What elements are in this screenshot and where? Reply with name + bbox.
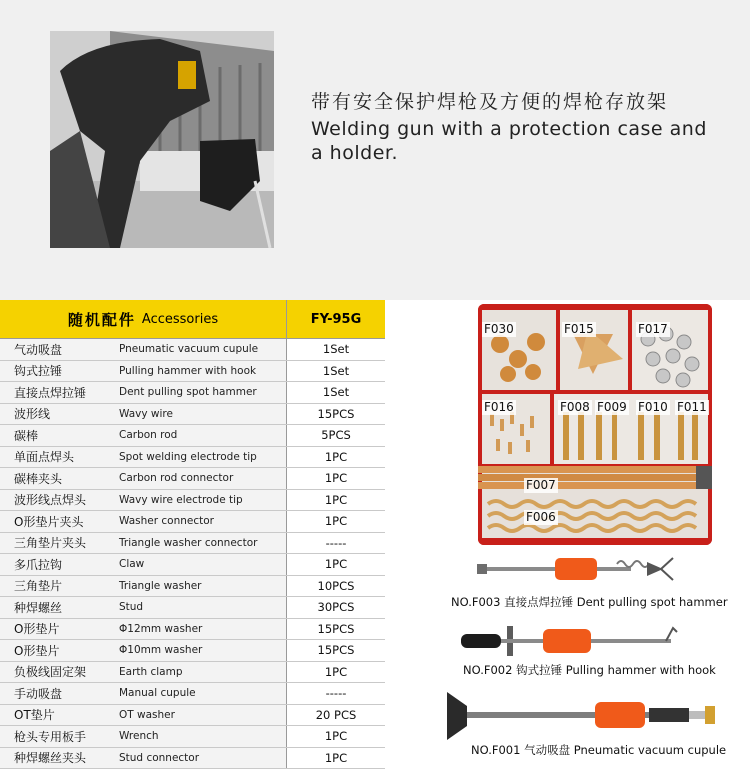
name-cn: 种焊螺丝夹头 [0, 748, 112, 769]
name-cn: 碳棒夹头 [0, 468, 112, 489]
table-body [0, 339, 385, 769]
name-cn: 种焊螺丝 [0, 597, 112, 618]
pneumatic-vacuum-cupule-image [443, 686, 723, 746]
quantity: 1PC [287, 490, 385, 511]
table-row [0, 361, 385, 383]
name-en: Wavy wire [112, 404, 287, 425]
table-row [0, 576, 385, 598]
table-header [0, 300, 385, 339]
quantity: ----- [287, 533, 385, 554]
name-cn: 三角垫片夹头 [0, 533, 112, 554]
quantity: 1PC [287, 447, 385, 468]
name-en: Manual cupule [112, 683, 287, 704]
name-en: Earth clamp [112, 662, 287, 683]
name-en: Triangle washer connector [112, 533, 287, 554]
name-en: Carbon rod [112, 425, 287, 446]
name-cn: OT垫片 [0, 705, 112, 726]
name-cn: 负极线固定架 [0, 662, 112, 683]
table-row [0, 597, 385, 619]
quantity: 5PCS [287, 425, 385, 446]
kit-label-f016: F016 [484, 400, 514, 414]
kit-label-f007: F007 [526, 478, 556, 492]
caption-f001: NO.F001 气动吸盘 Pneumatic vacuum cupule [471, 743, 727, 757]
table-row [0, 425, 385, 447]
table-row [0, 404, 385, 426]
quantity: 1PC [287, 511, 385, 532]
quantity: 30PCS [287, 597, 385, 618]
table-row [0, 662, 385, 684]
accessories-header [0, 300, 287, 339]
quantity: 1PC [287, 554, 385, 575]
name-cn: 气动吸盘 [0, 339, 112, 360]
name-cn: 手动吸盘 [0, 683, 112, 704]
quantity: 10PCS [287, 576, 385, 597]
table-row [0, 748, 385, 770]
name-cn: O形垫片 [0, 640, 112, 661]
accessory-images [385, 300, 750, 781]
name-en: Φ10mm washer [112, 640, 287, 661]
name-cn: 枪头专用板手 [0, 726, 112, 747]
name-cn: 波形线点焊头 [0, 490, 112, 511]
caption-chinese: 带有安全保护焊枪及方便的焊枪存放架 [311, 91, 669, 113]
dent-pulling-spot-hammer-image [477, 552, 687, 588]
caption-f002: NO.F002 钩式拉锤 Pulling hammer with hook [463, 663, 716, 677]
kit-label-f006: F006 [526, 510, 556, 524]
name-en: Dent pulling spot hammer [112, 382, 287, 403]
table-row [0, 554, 385, 576]
table-row [0, 382, 385, 404]
quantity: 1PC [287, 468, 385, 489]
name-en: Wrench [112, 726, 287, 747]
name-en: Stud [112, 597, 287, 618]
quantity: 15PCS [287, 404, 385, 425]
name-en: Φ12mm washer [112, 619, 287, 640]
accessories-table [0, 300, 385, 781]
name-en: Washer connector [112, 511, 287, 532]
quantity: 1Set [287, 339, 385, 360]
table-row [0, 447, 385, 469]
name-en: Wavy wire electrode tip [112, 490, 287, 511]
name-cn: 碳棒 [0, 425, 112, 446]
accessory-kit-box [478, 304, 712, 545]
table-row [0, 619, 385, 641]
name-en: Claw [112, 554, 287, 575]
name-en: Pneumatic vacuum cupule [112, 339, 287, 360]
name-cn: 波形线 [0, 404, 112, 425]
caption-english: Welding gun with a protection case and a holder. [311, 118, 707, 164]
table-row [0, 533, 385, 555]
quantity: 1PC [287, 662, 385, 683]
name-cn: O形垫片 [0, 619, 112, 640]
name-cn: 钩式拉锤 [0, 361, 112, 382]
kit-label-f010: F010 [638, 400, 668, 414]
header-en: Accessories [141, 312, 219, 327]
table-row [0, 683, 385, 705]
table-row [0, 640, 385, 662]
header-cn: 随机配件 [67, 311, 136, 329]
kit-label-f009: F009 [597, 400, 627, 414]
table-row [0, 726, 385, 748]
feature-section [0, 0, 750, 300]
name-en: Spot welding electrode tip [112, 447, 287, 468]
quantity: 1PC [287, 748, 385, 769]
name-en: Triangle washer [112, 576, 287, 597]
table-row [0, 511, 385, 533]
kit-label-f030: F030 [484, 322, 514, 336]
name-cn: O形垫片夹头 [0, 511, 112, 532]
quantity: ----- [287, 683, 385, 704]
name-cn: 直接点焊拉锤 [0, 382, 112, 403]
pulling-hammer-with-hook-image [461, 622, 681, 660]
kit-label-f011: F011 [677, 400, 707, 414]
quantity: 20 PCS [287, 705, 385, 726]
name-cn: 三角垫片 [0, 576, 112, 597]
welding-gun-photo [50, 31, 274, 248]
quantity: 15PCS [287, 640, 385, 661]
name-cn: 单面点焊头 [0, 447, 112, 468]
kit-label-f008: F008 [560, 400, 590, 414]
caption-f003: NO.F003 直接点焊拉锤 Dent pulling spot hammer [451, 595, 728, 609]
name-en: Pulling hammer with hook [112, 361, 287, 382]
name-en: OT washer [112, 705, 287, 726]
model-header: FY-95G [310, 312, 362, 327]
name-cn: 多爪拉钩 [0, 554, 112, 575]
name-en: Stud connector [112, 748, 287, 769]
table-row [0, 705, 385, 727]
kit-label-f017: F017 [638, 322, 668, 336]
table-row [0, 339, 385, 361]
quantity: 1Set [287, 361, 385, 382]
table-row [0, 468, 385, 490]
kit-label-f015: F015 [564, 322, 594, 336]
name-en: Carbon rod connector [112, 468, 287, 489]
quantity: 15PCS [287, 619, 385, 640]
quantity: 1PC [287, 726, 385, 747]
table-row [0, 490, 385, 512]
quantity: 1Set [287, 382, 385, 403]
